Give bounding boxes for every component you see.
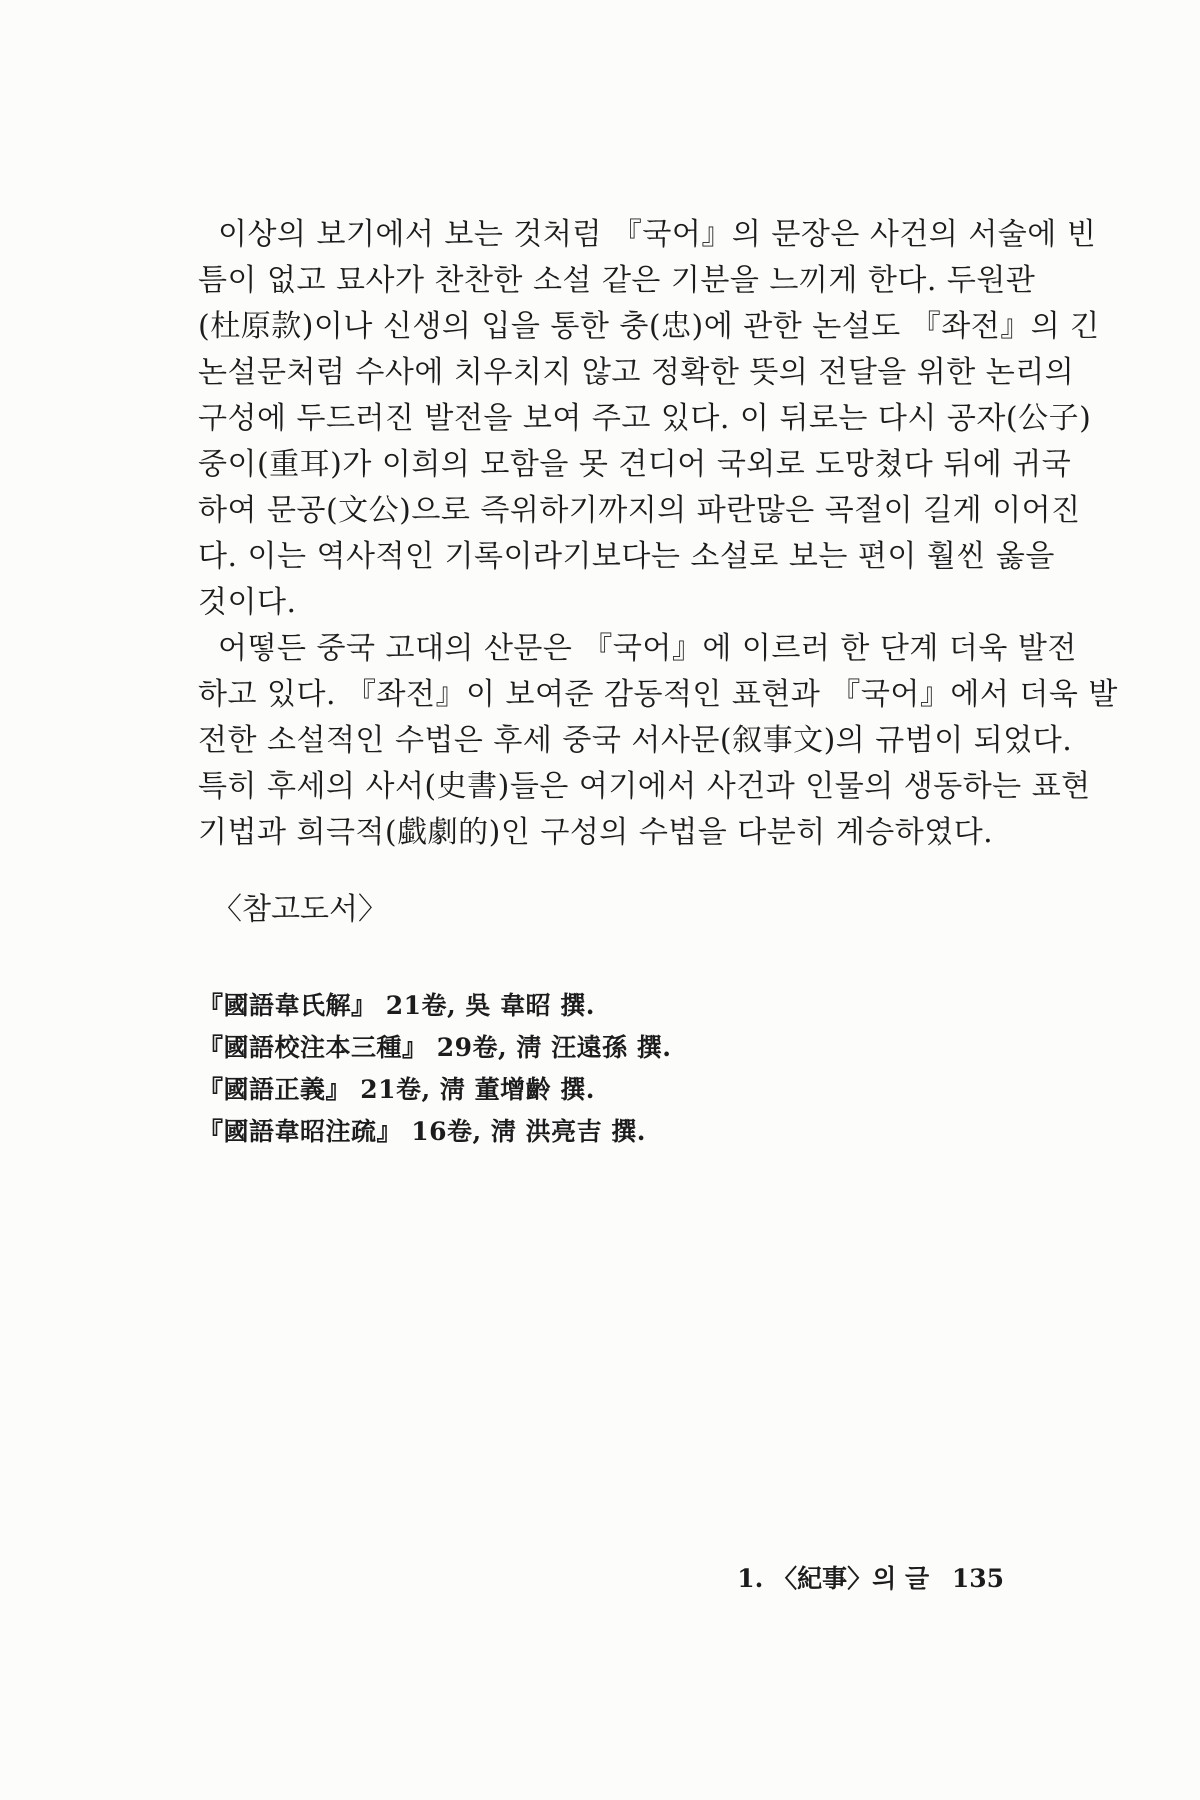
body-text <box>198 212 1118 856</box>
references-list <box>198 985 672 1153</box>
references-heading: 〈참고도서〉 <box>212 892 388 927</box>
paragraph-1-line: 다. 이는 역사적인 기록이라기보다는 소설로 보는 편이 훨씬 옳을 <box>198 539 1055 574</box>
reference-item: 『國語韋昭注疏』 16卷, 淸 洪亮吉 撰. <box>198 1117 647 1146</box>
paragraph-1-line: 중이(重耳)가 이희의 모함을 못 견디어 국외로 도망쳤다 뒤에 귀국 <box>198 447 1072 482</box>
paragraph-2-line: 어떻든 중국 고대의 산문은 『국어』에 이르러 한 단계 더욱 발전 <box>218 631 1077 666</box>
reference-item: 『國語正義』 21卷, 淸 董增齡 撰. <box>198 1075 596 1104</box>
running-footer <box>737 1561 1004 1597</box>
reference-item: 『國語校注本三種』 29卷, 淸 汪遠孫 撰. <box>198 1033 672 1062</box>
paragraph-1-line: 것이다. <box>198 585 297 620</box>
paragraph-1-line: (杜原款)이나 신생의 입을 통한 충(忠)에 관한 논설도 『좌전』의 긴 <box>198 309 1100 344</box>
paragraph-2-line: 하고 있다. 『좌전』이 보여준 감동적인 표현과 『국어』에서 더욱 발 <box>198 677 1118 712</box>
paragraph-1-line: 구성에 두드러진 발전을 보여 주고 있다. 이 뒤로는 다시 공자(公子) <box>198 401 1092 436</box>
paragraph-1-line: 하여 문공(文公)으로 즉위하기까지의 파란많은 곡절이 길게 이어진 <box>198 493 1081 528</box>
paragraph-2-line: 기법과 희극적(戱劇的)인 구성의 수법을 다분히 계승하였다. <box>198 815 994 850</box>
paragraph-1-line: 틈이 없고 묘사가 찬찬한 소설 같은 기분을 느끼게 한다. 두원관 <box>198 263 1036 298</box>
paragraph-1-line: 논설문처럼 수사에 치우치지 않고 정확한 뜻의 전달을 위한 논리의 <box>198 355 1075 390</box>
section-title: 1. 〈紀事〉의 글 <box>737 1564 930 1593</box>
paragraph-2-line: 특히 후세의 사서(史書)들은 여기에서 사건과 인물의 생동하는 표현 <box>198 769 1091 804</box>
reference-item: 『國語韋氏解』 21卷, 吳 韋昭 撰. <box>198 991 596 1020</box>
paragraph-1-line: 이상의 보기에서 보는 것처럼 『국어』의 문장은 사건의 서술에 빈 <box>218 217 1097 252</box>
paragraph-2-line: 전한 소설적인 수법은 후세 중국 서사문(叙事文)의 규범이 되었다. <box>198 723 1073 758</box>
page-number: 135 <box>951 1564 1004 1593</box>
